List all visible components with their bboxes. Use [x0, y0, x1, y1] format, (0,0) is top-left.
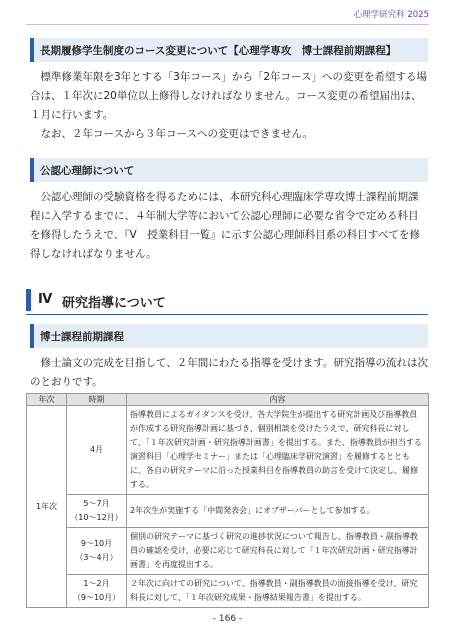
period-alt-text: （10〜12月）: [70, 513, 123, 522]
paragraph-research-intro: 修士論文の完成を目指して、２年間にわたる指導を受けます。研究指導の流れは次のとおりです。: [30, 357, 428, 388]
research-schedule-table: [26, 393, 429, 608]
table-header-row: [27, 394, 429, 406]
column-header-content: 内容: [127, 394, 429, 406]
table-row: [27, 406, 429, 495]
period-text: 4月: [89, 445, 104, 454]
period-cell: [67, 528, 127, 575]
section-heading-research: 博士課程前期課程: [30, 324, 428, 348]
header-tag: 心理学研究科 2025: [353, 10, 429, 20]
section-heading-psychologist: 公認心理師について: [30, 158, 428, 182]
content-cell: 個別の研究テーマに基づく研究の進捗状況について報告し、指導教員・副指導教員の確認を受け、必要に応じて研究科長に対して「１年次研究計画・研究指導計画書」を再度提出する。: [127, 528, 429, 575]
period-text: 5〜7月: [83, 499, 110, 508]
column-header-period: 時期: [67, 394, 127, 406]
paragraph-psychologist: 公認心理師の受験資格を得るためには、本研究科心理臨床学専攻博士課程前期課程に入学するまでに、４年制大学等において公認心理師に必要な省令で定める科目を修得したうえで、『Ⅴ 授業科目一覧』に示す公認心理師科目系の科目すべてを修得しなければなりません。: [30, 191, 421, 260]
chapter-accent-bar: [26, 289, 31, 311]
period-cell: [67, 406, 127, 495]
chapter-heading: [26, 287, 428, 315]
content-cell: 指導教員によるガイダンスを受け、各大学院生が提出する研究計画及び指導教員が作成する研究指導計画に基づき、個別相談を受けたうえで、研究科長に対して、「１年次研究計画・研究指導計画書」を提出する。また、指導教員が担当する演習科目「心理学セミナー」または「心理臨床学研究演習」を履修するとともに、各自の研究テーマに沿った授業科目を指導教員の助言を受けて決定し、履修する。: [127, 406, 429, 495]
period-text: 1〜2月: [83, 579, 110, 588]
chapter-title: 研究指導について: [62, 296, 166, 311]
chapter-number: Ⅳ: [38, 292, 53, 307]
period-text: 9〜10月: [80, 539, 113, 548]
paragraph-course-change: 標準修業年限を3年とする「3年コース」から「2年コース」への変更を希望する場合は、１年次に20単位以上修得しなければなりません。コース変更の希望届出は、１月に行います。: [30, 71, 427, 121]
paragraph-course-note: なお、２年コースから３年コースへの変更はできません。: [40, 128, 314, 140]
period-alt-text: （9〜10月）: [72, 593, 121, 602]
column-header-year: 年次: [27, 394, 67, 406]
table-row: [27, 575, 429, 608]
period-cell: [67, 575, 127, 608]
period-alt-text: （3〜4月）: [75, 553, 118, 562]
header-divider: [26, 24, 429, 25]
year-cell: 1年次: [27, 406, 67, 608]
section-heading-long-term: 長期履修学生制度のコース変更について【心理学専攻 博士課程前期課程】: [30, 38, 428, 62]
period-cell: [67, 495, 127, 528]
content-cell: 2年次生が実施する「中間発表会」にオブザーバーとして参加する。: [127, 495, 429, 528]
table-row: [27, 495, 429, 528]
table-row: [27, 528, 429, 575]
page-number: - 166 -: [212, 614, 243, 624]
content-cell: ２年次に向けての研究について、指導教員・副指導教員の面接指導を受け、研究科長に対して、「１年次研究成果・指導結果報告書」を提出する。: [127, 575, 429, 608]
